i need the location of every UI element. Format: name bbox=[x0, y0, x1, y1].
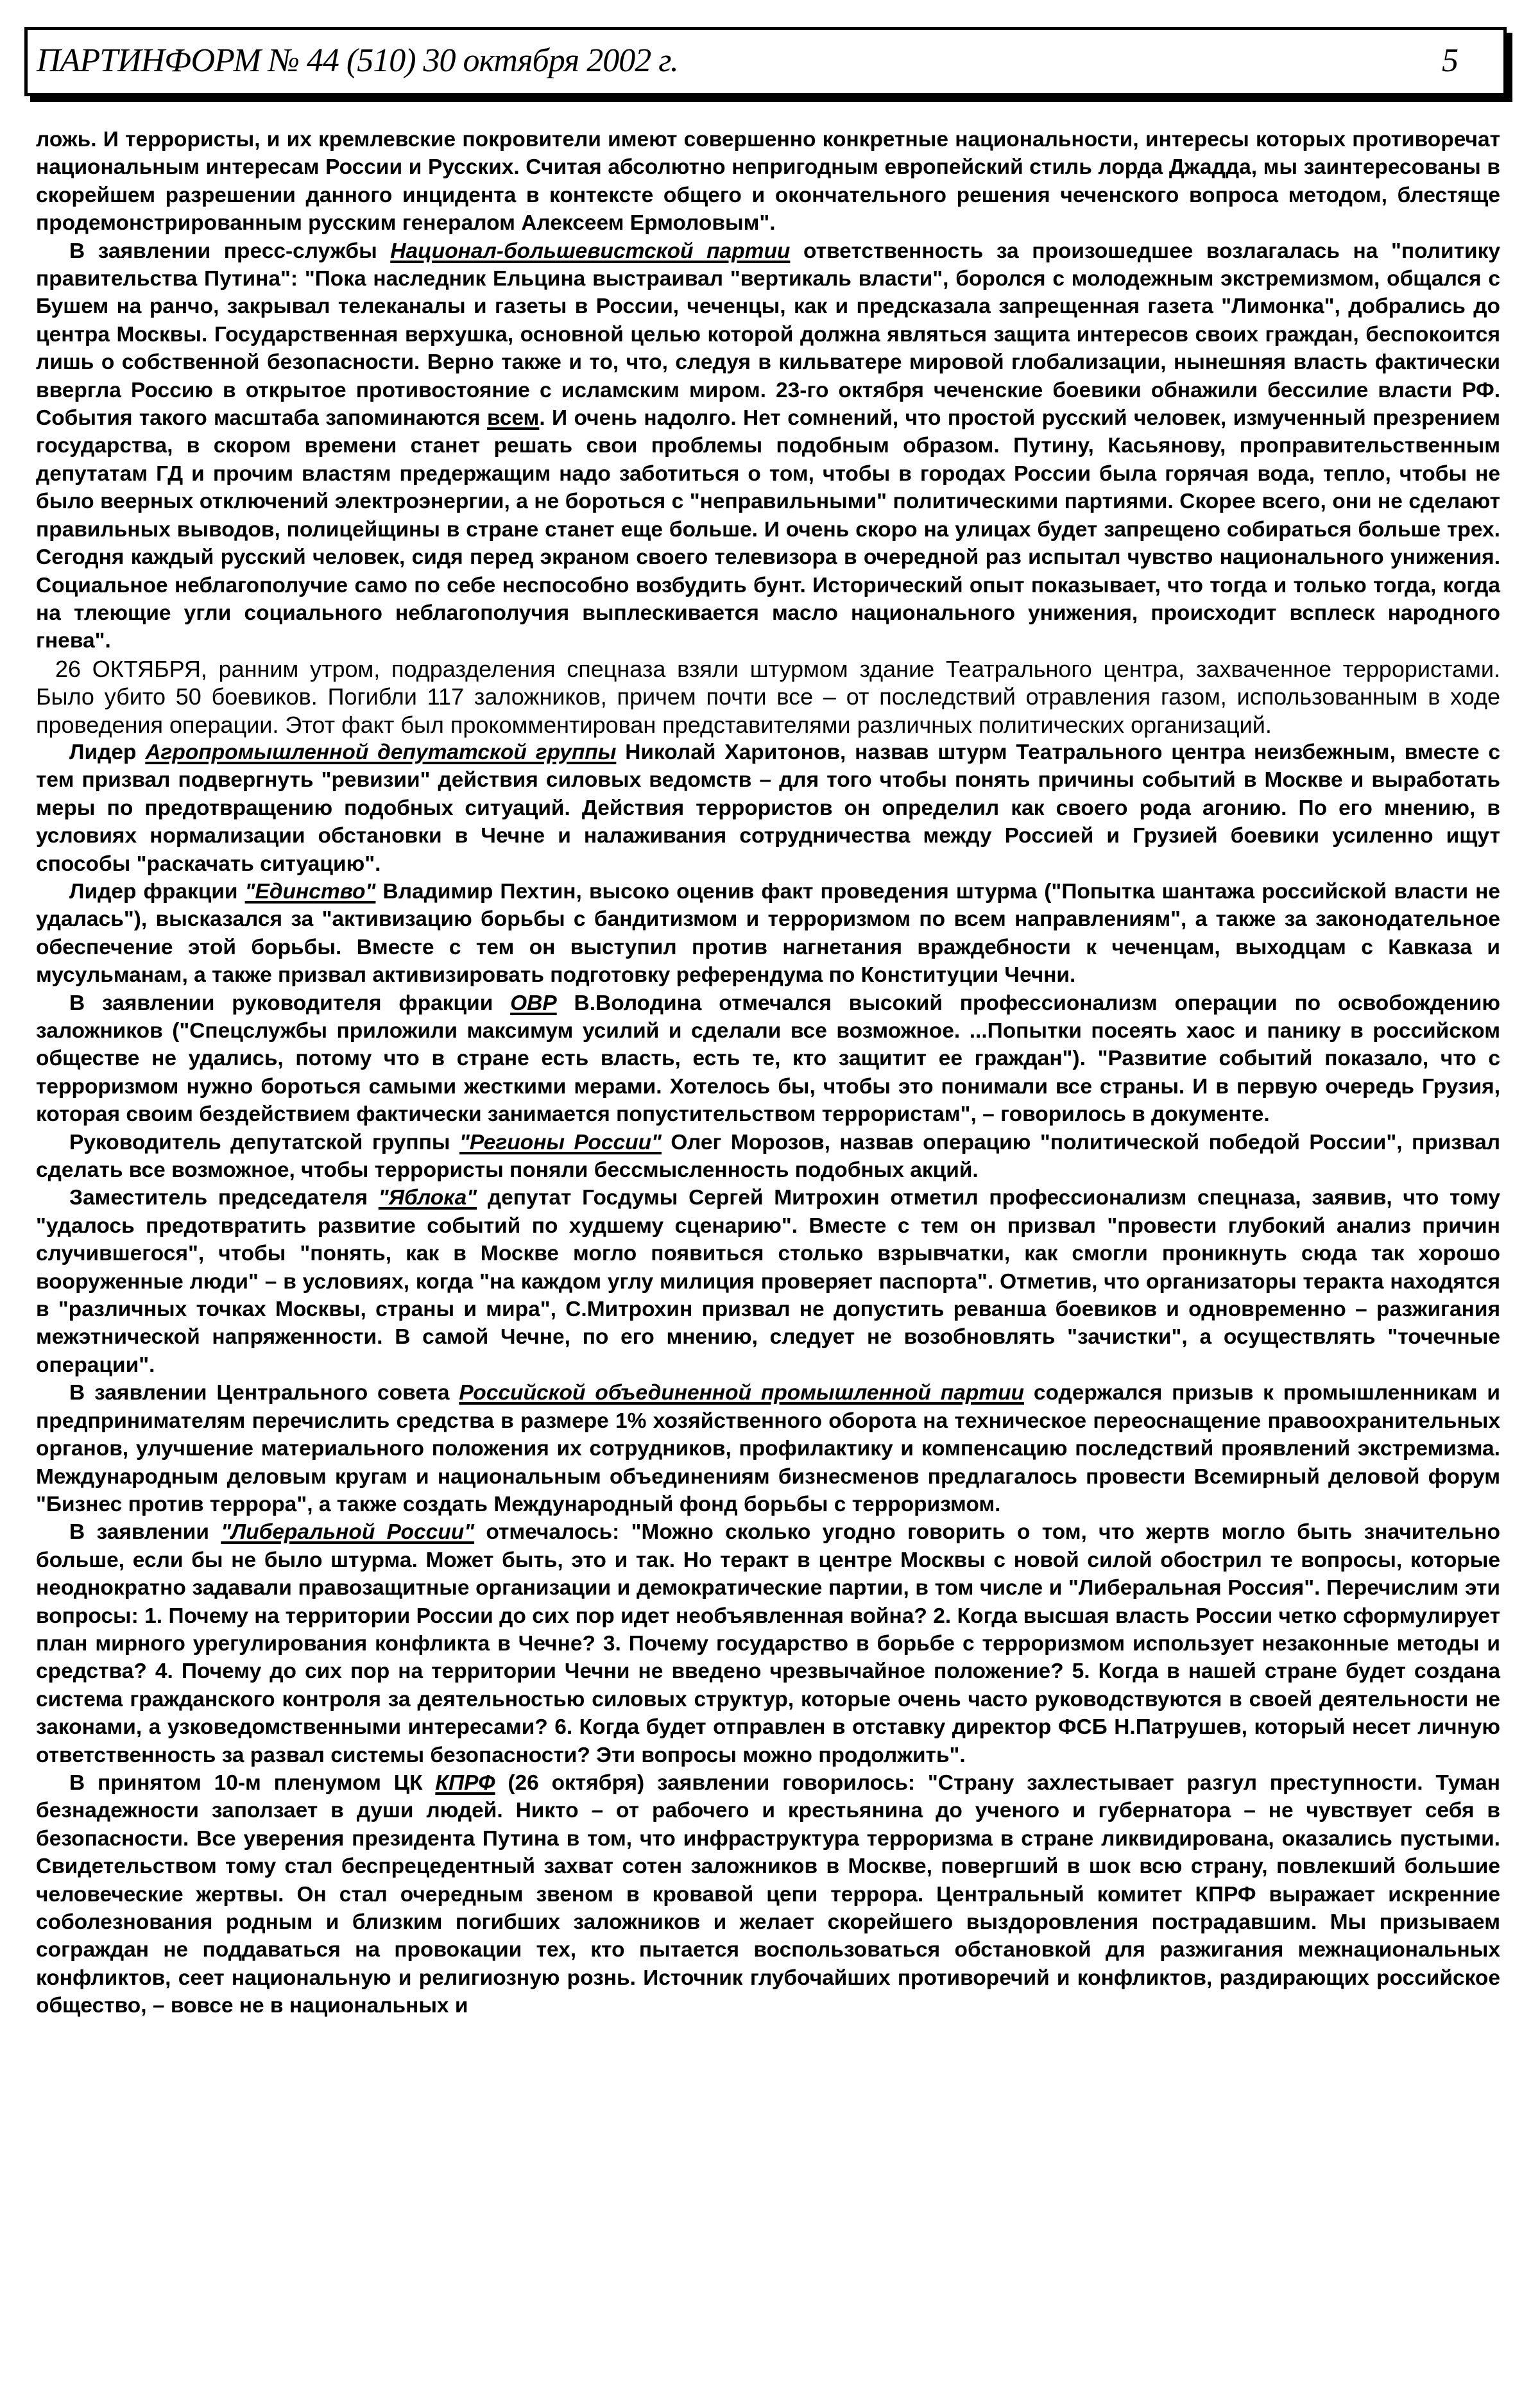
party-name: "Либеральной России" bbox=[221, 1520, 475, 1545]
paragraph-text: содержался призыв к промышленникам и предпринимателям перечислить средства в размере 1% хозяйственного оборота на техническое переоснащение правоохранительных органов, улучшение материального положения их сотрудников, профилактику и компенсацию последствий проявлений экстремизма. Международным деловым кругам и национальным объединениям бизнесменов предлагалось провести Всемирный деловой форум "Бизнес против террора", а также создать Международный фонд борьбы с терроризмом. bbox=[36, 1381, 1500, 1516]
publication-title: ПАРТИНФОРМ № 44 (510) 30 октября 2002 г. bbox=[37, 42, 678, 79]
party-name: "Единство" bbox=[244, 879, 376, 904]
party-name: ОВР bbox=[510, 991, 557, 1015]
party-name: КПРФ bbox=[435, 1770, 495, 1795]
paragraph bbox=[36, 1184, 1500, 1379]
paragraph bbox=[36, 878, 1500, 990]
party-name: Агропромышленной депутатской группы bbox=[145, 740, 617, 764]
paragraph-text: В заявлении руководителя фракции bbox=[69, 991, 511, 1015]
paragraph-text: депутат Госдумы Сергей Митрохин отметил профессионализм спецназа, заявив, что тому "удалось предотвратить развитие событий по худшему сценарию". Вместе с тем он призвал "провести глубокий анализ причин случившегося", чтобы "понять, как в Москве могло появиться столько взрывчатки, как смогли проникнуть сюда так хорошо вооруженные люди" – в условиях, когда "на каждом углу милиция проверяет паспорта". Отметив, что организаторы теракта находятся в "различных точках Москвы, страны и мира", С.Митрохин призвал не допустить реванша боевиков и одновременно – разжигания межэтнической напряженности. В самой Чечне, по его мнению, следует не возобновлять "зачистки", а осуществлять "точечные операции". bbox=[36, 1186, 1500, 1377]
paragraph-text: Руководитель депутатской группы bbox=[69, 1130, 459, 1154]
party-name: "Яблока" bbox=[378, 1186, 477, 1210]
paragraph-text: 26 ОКТЯБРЯ, ранним утром, подразделения спецназа взяли штурмом здание Театрального центра, захваченное террористами. Было убито 50 боевиков. Погибли 117 заложников, причем почти все – от последствий отравления газом, использованным в ходе проведения операции. Этот факт был прокомментирован представителями различных политических организаций. bbox=[36, 655, 1500, 738]
paragraph-text: Владимир Пехтин, высоко оценив факт проведения штурма ("Попытка шантажа российской власти не удалась"), высказался за "активизацию борьбы с бандитизмом и терроризмом по всем направлениям", а также за законодательное обеспечение этой борьбы. Вместе с тем он выступил против нагнетания враждебности к чеченцам, выходцам с Кавказа и мусульманам, а также призвал активизировать подготовку референдума по Конституции Чечни. bbox=[36, 879, 1501, 988]
paragraph bbox=[36, 237, 1500, 655]
paragraph-text: В заявлении bbox=[69, 1520, 221, 1545]
page-number: 5 bbox=[1442, 42, 1459, 79]
paragraph bbox=[36, 655, 1500, 739]
paragraph bbox=[36, 126, 1500, 237]
paragraph-text: ложь. И террористы, и их кремлевские покровители имеют совершенно конкретные национальности, интересы которых противоречат национальным интересам России и Русских. Считая абсолютно непригодным европейский стиль лорда Джадда, мы заинтересованы в скорейшем разрешении данного инцидента в контексте общего и окончательного решения чеченского вопроса методом, блестяще продемонстрированным русским генералом Алексеем Ермоловым". bbox=[36, 128, 1500, 236]
paragraph-text: Олег Морозов, назвав операцию "политической победой России", призвал сделать все возможное, чтобы террористы поняли бессмысленность подобных акций. bbox=[36, 1130, 1501, 1183]
paragraph bbox=[36, 1129, 1500, 1185]
party-name: Национал-большевистской партии bbox=[390, 239, 791, 263]
paragraph-text: Николай Харитонов, назвав штурм Театрального центра неизбежным, вместе с тем призвал подвергнуть "ревизии" действия силовых ведомств – для того чтобы понять причины событий в Москве и выработать меры по предотвращению подобных ситуаций. Действия террористов он определил как своего рода агонию. По его мнению, в условиях нормализации обстановки в Чечне и налаживания сотрудничества между Россией и Грузией боевики усиленно ищут способы "раскачать ситуацию". bbox=[36, 740, 1500, 876]
page-header bbox=[24, 27, 1507, 96]
paragraph-text: В принятом 10-м пленумом ЦК bbox=[69, 1770, 436, 1795]
emphasized-word: всем bbox=[486, 406, 540, 431]
paragraph bbox=[36, 1769, 1500, 2020]
paragraph-text: . И очень надолго. Нет сомнений, что простой русский человек, измученный презрением государства, в скором времени станет решать свои проблемы подобным образом. Путину, Касьянову, проправительственным депутатам ГД и прочим властям предержащим надо заботиться о том, чтобы в городах России была горячая вода, тепло, чтобы не было веерных отключений электроэнергии, а не бороться с "неправильными" политическими партиями. Скорее всего, они не сделают правильных выводов, полицейщины в стране станет еще больше. И очень скоро на улицах будет запрещено собираться больше трех. Сегодня каждый русский человек, сидя перед экраном своего телевизора в очередной раз испытал чувство национального унижения. Социальное неблагополучие само по себе неспособно возбудить бунт. Исторический опыт показывает, что тогда и только тогда, когда на тлеющие угли социального неблагополучия выплескивается масло национального унижения, происходит всплеск народного гнева". bbox=[36, 406, 1500, 653]
paragraph-text: В заявлении Центрального совета bbox=[69, 1381, 459, 1405]
paragraph-text: отмечалось: "Можно сколько угодно говорить о том, что жертв могло быть значительно больше, если бы не было штурма. Может быть, это и так. Но теракт в центре Москвы с новой силой обострил те вопросы, которые неоднократно задавали правозащитные организации и демократические партии, в том числе и "Либеральная Россия". Перечислим эти вопросы: 1. Почему на территории России до сих пор идет необъявленная война? 2. Когда высшая власть России четко сформулирует план мирного урегулирования конфликта в Чечне? 3. Почему государство в борьбе с терроризмом использует незаконные методы и средства? 4. Почему до сих пор на территории Чечни не введено чрезвычайное положение? 5. Когда в нашей стране будет создана система гражданского контроля за деятельностью силовых структур, которые очень часто руководствуются в своей деятельности не законами, а узковедомственными интересами? 6. Когда будет отправлен в отставку директор ФСБ Н.Патрушев, который несет личную ответственность за развал системы безопасности? Эти вопросы можно продолжить". bbox=[36, 1520, 1500, 1767]
paragraph-text: Лидер bbox=[69, 740, 146, 764]
article-body bbox=[36, 126, 1500, 2020]
party-name: Российской объединенной промышленной партии bbox=[459, 1381, 1025, 1405]
paragraph bbox=[36, 739, 1500, 878]
paragraph bbox=[36, 1518, 1500, 1769]
paragraph-text: ответственность за произошедшее возлагалась на "политику правительства Путина": "Пока наследник Ельцина выстраивал "вертикаль власти", боролся с молодежным экстремизмом, общался с Бушем на ранчо, закрывал телеканалы и газеты в России, чеченцы, как и предсказала запрещенная газета "Лимонка", добрались до центра Москвы. Государственная верхушка, основной целью которой должна являться защита интересов своих граждан, беспокоится лишь о собственной безопасности. Верно также и то, что, следуя в кильватере мировой глобализации, нынешняя власть фактически ввергла Россию в открытое противостояние с исламским миром. 23-го октября чеченские боевики обнажили бессилие власти РФ. События такого масштаба запоминаются bbox=[36, 239, 1500, 431]
paragraph-text: В.Володина отмечался высокий профессионализм операции по освобождению заложников ("Спецслужбы приложили максимум усилий и сделали все возможное. ...Попытки посеять хаос и панику в российском обществе не удались, потому что в стране есть власть, есть те, кто защитит ее граждан"). "Развитие событий показало, что с терроризмом нужно бороться самыми жесткими мерами. Хотелось бы, чтобы это понимали все страны. И в первую очередь Грузия, которая своим бездействием фактически занимается попустительством террористам", – говорилось в документе. bbox=[36, 991, 1500, 1127]
paragraph bbox=[36, 1379, 1500, 1518]
paragraph-text: (26 октября) заявлении говорилось: "Страну захлестывает разгул преступности. Туман безнадежности заползает в души людей. Никто – от рабочего и крестьянина до ученого и губернатора – не чувствует себя в безопасности. Все уверения президента Путина в том, что инфраструктура терроризма в стране ликвидирована, оказались пустыми. Свидетельством тому стал беспрецедентный захват сотен заложников в Москве, повергший в шок всю страну, повлекший большие человеческие жертвы. Он стал очередным звеном в кровавой цепи террора. Центральный комитет КПРФ выражает искренние соболезнования родным и близким погибших заложников и желает скорейшего выздоровления пострадавшим. Мы призываем сограждан не поддаваться на провокации тех, кто пытается воспользоваться обстановкой для разжигания межнациональных конфликтов, сеет национальную и религиозную рознь. Источник глубочайших противоречий и конфликтов, раздирающих российское общество, – вовсе не в национальных и bbox=[36, 1770, 1500, 2018]
party-name: "Регионы России" bbox=[459, 1130, 662, 1154]
paragraph-text: В заявлении пресс-службы bbox=[69, 239, 391, 263]
paragraph-text: Заместитель председателя bbox=[69, 1186, 379, 1210]
paragraph-text: Лидер фракции bbox=[69, 879, 245, 904]
paragraph bbox=[36, 990, 1500, 1129]
